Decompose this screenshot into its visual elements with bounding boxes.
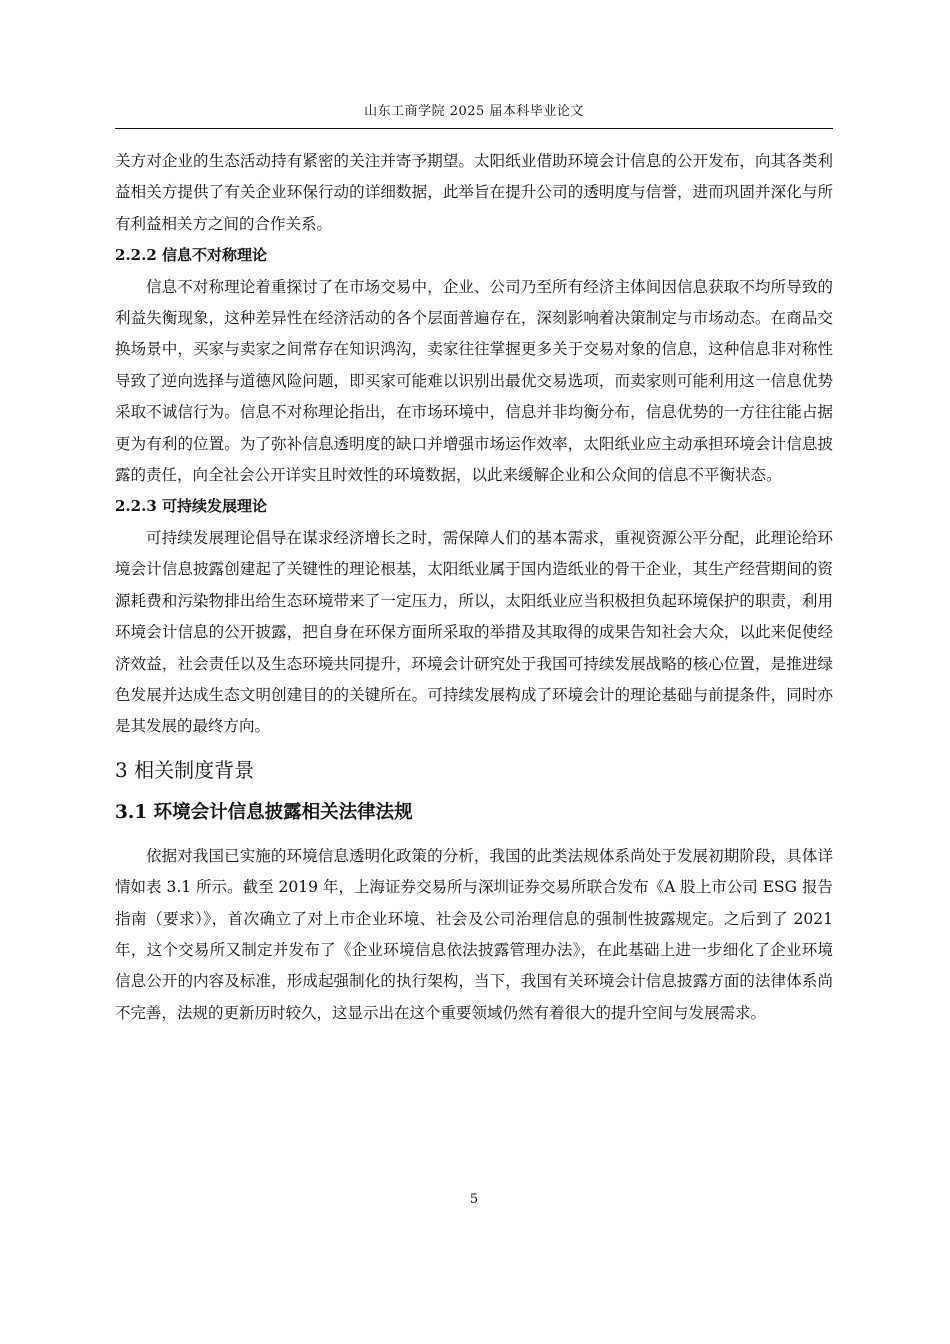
page-number: 5 xyxy=(469,1192,479,1207)
heading-2-2-2: 2.2.2 信息不对称理论 xyxy=(115,246,267,265)
paragraph-intro: 关方对企业的生态活动持有紧密的关注并寄予期望。太阳纸业借助环境会计信息的公开发布，向其各类利益相关方提供了有关企业环保行动的详细数据，此举旨在提升公司的透明度与信誉，进而巩固并深化与所有利益相关方之间的合作关系。 xyxy=(115,152,833,233)
page-content xyxy=(115,146,833,1029)
paragraph-laws-regulations: 依据对我国已实施的环境信息透明化政策的分析，我国的此类法规体系尚处于发展初期阶段，具体详情如表 3.1 所示。截至 2019 年，上海证券交易所与深圳证券交易所联合发布《A 股上市公司 ESG 报告指南（要求）》，首次确立了对上市企业环境、社会及公司治理信息的强制性披露规定。之后到了 2021 年，这个交易所又制定并发布了《企业环境信息依法披露管理办法》，在此基础上进一步细化了企业环境信息公开的内容及标准，形成起强制化的执行架构，当下，我国有关环境会计信息披露方面的法律体系尚不完善，法规的更新历时较久，这显示出在这个重要领域仍然有着很大的提升空间与发展需求。 xyxy=(115,846,833,1022)
section-heading-3-1: 3.1 环境会计信息披露相关法律法规 xyxy=(115,801,413,823)
heading-2-2-3: 2.2.3 可持续发展理论 xyxy=(115,497,267,516)
page-header: 山东工商学院 2025 届本科毕业论文 xyxy=(364,104,584,119)
header-rule xyxy=(115,128,833,129)
paragraph-sustainable-development: 可持续发展理论倡导在谋求经济增长之时，需保障人们的基本需求，重视资源公平分配，此理论给环境会计信息披露创建起了关键性的理论根基，太阳纸业属于国内造纸业的骨干企业，其生产经营期间的资源耗费和污染物排出给生态环境带来了一定压力，所以，太阳纸业应当积极担负起环境保护的职责，利用环境会计信息的公开披露，把自身在环保方面所采取的举措及其取得的成果告知社会大众，以此来促使经济效益，社会责任以及生态环境共同提升，环境会计研究处于我国可持续发展战略的核心位置，是推进绿色发展并达成生态文明创建目的的关键所在。可持续发展构成了环境会计的理论基础与前提条件，同时亦是其发展的最终方向。 xyxy=(115,528,833,736)
paragraph-information-asymmetry: 信息不对称理论着重探讨了在市场交易中，企业、公司乃至所有经济主体间因信息获取不均所导致的利益失衡现象，这种差异性在经济活动的各个层面普遍存在，深刻影响着决策制定与市场动态。在商品交换场景中，买家与卖家之间常存在知识鸿沟，卖家往往掌握更多关于交易对象的信息，这种信息非对称性导致了逆向选择与道德风险问题，即买家可能难以识别出最优交易选项，而卖家则可能利用这一信息优势采取不诚信行为。信息不对称理论指出，在市场环境中，信息并非均衡分布，信息优势的一方往往能占据更为有利的位置。为了弥补信息透明度的缺口并增强市场运作效率，太阳纸业应主动承担环境会计信息披露的责任，向全社会公开详实且时效性的环境数据，以此来缓解企业和公众间的信息不平衡状态。 xyxy=(115,277,833,485)
chapter-heading-3: 3 相关制度背景 xyxy=(115,757,255,782)
